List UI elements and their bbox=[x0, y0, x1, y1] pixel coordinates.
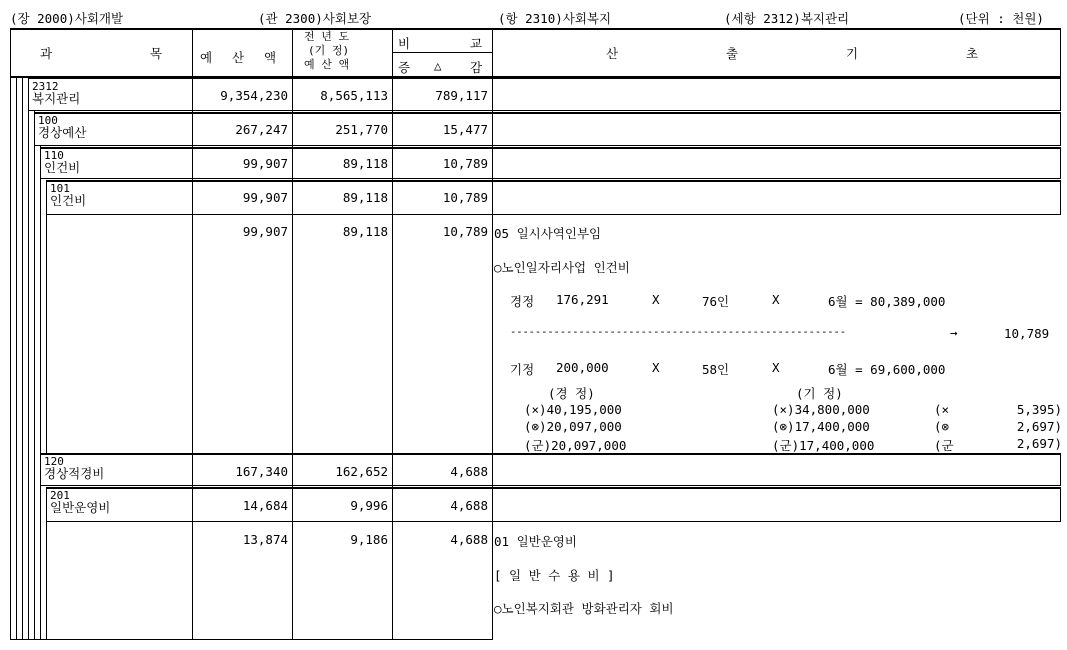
header-decrease: 감 bbox=[470, 60, 483, 75]
calc1-months: 6월 = 80,389,000 bbox=[828, 294, 946, 309]
row-diff: 10,789 bbox=[442, 224, 488, 239]
row-diff: 10,789 bbox=[442, 156, 488, 171]
detail2-item: ○노인복지회관 방화관리자 회비 bbox=[494, 601, 674, 616]
row-prev: 162,652 bbox=[335, 464, 388, 479]
row-prev: 251,770 bbox=[335, 122, 388, 137]
row-diff: 15,477 bbox=[442, 122, 488, 137]
left-head: (경 정) bbox=[548, 386, 595, 401]
detail1-item: ○노인일자리사업 인건비 bbox=[494, 260, 630, 275]
row-budget: 9,354,230 bbox=[220, 88, 288, 103]
dash-arrow: → bbox=[950, 325, 958, 340]
left-line: (군)20,097,000 bbox=[524, 438, 627, 453]
row-budget: 99,907 bbox=[242, 224, 288, 239]
calc1-rate: 176,291 bbox=[556, 292, 609, 307]
header-prev-1: 전 년 도 bbox=[304, 30, 350, 43]
right-line: (군)17,400,000 bbox=[772, 438, 875, 453]
calc2-x1: X bbox=[652, 360, 660, 375]
calc2-label: 기정 bbox=[510, 362, 535, 377]
header-increase: 증 bbox=[398, 60, 411, 75]
calc1-label: 경정 bbox=[510, 294, 535, 309]
header-budget-2: 산 bbox=[232, 50, 245, 65]
header-basis-2: 출 bbox=[726, 46, 739, 61]
calc2-count: 58인 bbox=[702, 362, 730, 377]
header-budget-3: 액 bbox=[264, 50, 277, 65]
row-name: 인건비 bbox=[44, 160, 81, 175]
unit-label: (단위 : 천원) bbox=[958, 11, 1044, 26]
right-head: (기 정) bbox=[796, 386, 843, 401]
row-diff: 4,688 bbox=[450, 498, 488, 513]
header-gwamok-2: 목 bbox=[150, 46, 163, 61]
left-line: (×)40,195,000 bbox=[524, 402, 622, 417]
row-prev: 89,118 bbox=[342, 190, 388, 205]
row-name: 복지관리 bbox=[32, 91, 81, 106]
row-code: 201 bbox=[50, 489, 70, 502]
row-diff: 10,789 bbox=[442, 190, 488, 205]
diff-label: (⊗ bbox=[934, 419, 950, 434]
right-line: (×)34,800,000 bbox=[772, 402, 870, 417]
header-budget-1: 예 bbox=[200, 50, 213, 65]
row-budget: 99,907 bbox=[242, 190, 288, 205]
calc1-count: 76인 bbox=[702, 294, 730, 309]
left-line: (⊗)20,097,000 bbox=[524, 419, 622, 434]
row-budget: 267,247 bbox=[235, 122, 288, 137]
row-name: 인건비 bbox=[50, 193, 87, 208]
header-prev-3: 예 산 액 bbox=[304, 58, 350, 71]
header-triangle: △ bbox=[434, 58, 442, 73]
diff-label: (× bbox=[934, 402, 950, 417]
row-budget: 14,684 bbox=[242, 498, 288, 513]
row-diff: 4,688 bbox=[450, 464, 488, 479]
row-name: 일반운영비 bbox=[50, 500, 111, 515]
row-code: 110 bbox=[44, 149, 64, 162]
calc2-rate: 200,000 bbox=[556, 360, 609, 375]
header-gwamok-1: 과 bbox=[40, 46, 53, 61]
calc2-x2: X bbox=[772, 360, 780, 375]
row-code: 100 bbox=[38, 114, 58, 127]
header-basis-4: 초 bbox=[966, 46, 979, 61]
calc2-months: 6월 = 69,600,000 bbox=[828, 362, 946, 377]
detail1-title: 05 일시사역인부임 bbox=[494, 226, 602, 241]
gwan-label: (관 2300)사회보장 bbox=[258, 11, 372, 26]
row-code: 120 bbox=[44, 455, 64, 468]
dash-line: ------------------------------------------------------ bbox=[510, 326, 846, 338]
row-diff: 4,688 bbox=[450, 532, 488, 547]
hang-label: (항 2310)사회복지 bbox=[498, 11, 612, 26]
sehang-label: (세항 2312)복지관리 bbox=[724, 11, 850, 26]
diff-label: (군 bbox=[934, 438, 954, 453]
right-line: (⊗)17,400,000 bbox=[772, 419, 870, 434]
row-name: 경상적경비 bbox=[44, 466, 105, 481]
row-budget: 167,340 bbox=[235, 464, 288, 479]
row-prev: 89,118 bbox=[342, 156, 388, 171]
detail2-title: 01 일반운영비 bbox=[494, 534, 577, 549]
header-compare-2: 교 bbox=[470, 36, 483, 51]
row-budget: 13,874 bbox=[242, 532, 288, 547]
header-prev-2: (기 정) bbox=[308, 44, 350, 57]
row-budget: 99,907 bbox=[242, 156, 288, 171]
calc1-x2: X bbox=[772, 292, 780, 307]
diff-value: 5,395) bbox=[1016, 402, 1062, 417]
detail2-sub: [ 일 반 수 용 비 ] bbox=[494, 568, 615, 583]
header-basis-3: 기 bbox=[846, 46, 859, 61]
row-prev: 8,565,113 bbox=[320, 88, 388, 103]
header-compare-1: 비 bbox=[398, 36, 411, 51]
row-code: 2312 bbox=[32, 80, 59, 93]
row-prev: 89,118 bbox=[342, 224, 388, 239]
diff-value: 2,697) bbox=[1016, 436, 1062, 451]
row-prev: 9,996 bbox=[350, 498, 388, 513]
row-name: 경상예산 bbox=[38, 125, 87, 140]
header-basis-1: 산 bbox=[606, 46, 619, 61]
calc1-x1: X bbox=[652, 292, 660, 307]
diff-value: 2,697) bbox=[1016, 419, 1062, 434]
row-code: 101 bbox=[50, 182, 70, 195]
row-diff: 789,117 bbox=[435, 88, 488, 103]
dash-amount: 10,789 bbox=[1004, 326, 1050, 341]
jang-label: (장 2000)사회개발 bbox=[10, 11, 124, 26]
row-prev: 9,186 bbox=[350, 532, 388, 547]
